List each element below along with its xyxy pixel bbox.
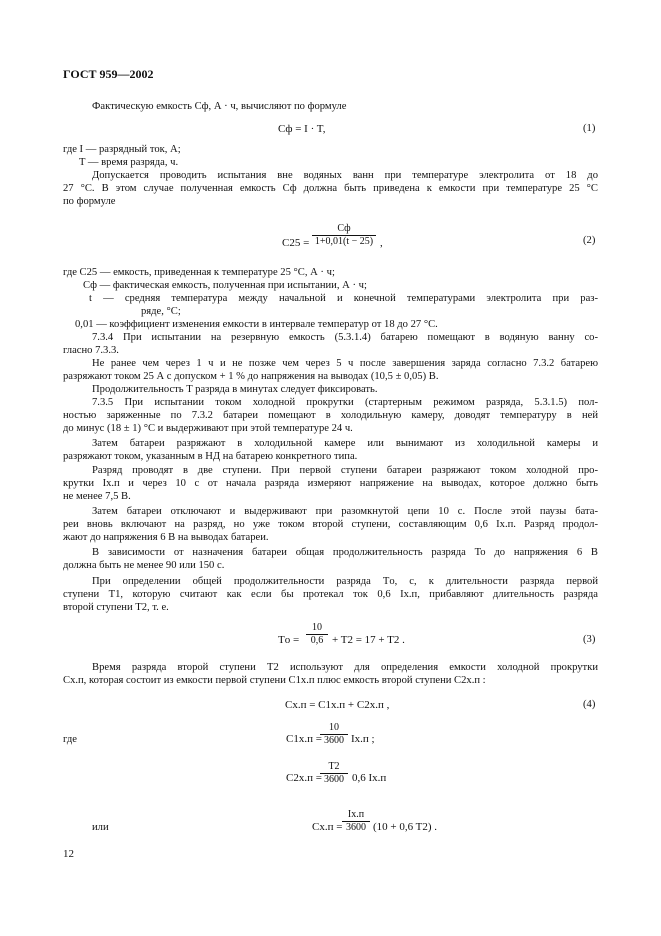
formula-number: (4) — [583, 699, 596, 710]
paragraph: 7.3.5 При испытании током холодной прокрутки (стартерным режимом разряда, 5.3.1.5) пол- — [92, 397, 598, 408]
formula-2-fraction — [312, 223, 376, 248]
formula-3-left: Tо = — [278, 634, 300, 646]
paragraph: Затем батареи разряжают в холодильной камере или вынимают из холодильной камеры и — [92, 438, 598, 449]
paragraph: В зависимости от назначения батареи общая продолжительность разряда To до напряжения 6 В — [92, 547, 598, 558]
formula-6-tail: 0,6 Iх.п — [352, 772, 387, 784]
standard-header: ГОСТ 959—2002 — [63, 67, 154, 81]
formula-number: (2) — [583, 235, 596, 246]
formula-number: (3) — [583, 634, 596, 645]
paragraph: 27 °С. В этом случае полученная емкость Cф должна быть приведена к емкости при температуре 25 °С — [63, 183, 598, 194]
paragraph: ряде, °С; — [141, 306, 181, 317]
paragraph: Не ранее чем через 1 ч и не позже чем через 5 ч после завершения заряда согласно 7.3.2 батарею — [92, 358, 598, 369]
fraction-denominator: 0,6 — [306, 634, 328, 647]
fraction-numerator: 10 — [329, 722, 339, 733]
formula-7-left: Cх.п = — [312, 821, 343, 833]
formula-3-tail: + T2 = 17 + T2 . — [332, 634, 405, 646]
formula-5-tail: Iх.п ; — [351, 733, 375, 745]
paragraph: Продолжительность T разряда в минутах следует фиксировать. — [92, 384, 378, 395]
fraction-denominator: 3600 — [320, 773, 348, 786]
paragraph: Cф — фактическая емкость, полученная при испытании, А · ч; — [83, 280, 367, 291]
formula-5-fraction — [320, 722, 348, 747]
paragraph: Затем батареи отключают и выдерживают при разомкнутой цепи 10 с. После этой паузы бата- — [92, 506, 598, 517]
fraction-denominator: 3600 — [342, 821, 370, 834]
formula-number: (1) — [583, 123, 596, 134]
formula-3-fraction — [306, 622, 328, 647]
paragraph: должна быть не менее 90 или 150 с. — [63, 560, 225, 571]
paragraph: Cх.п, которая состоит из емкости первой ступени C1х.п плюс емкость второй ступени C2х.п : — [63, 675, 486, 686]
formula-2-tail: , — [380, 237, 383, 249]
paragraph: или — [92, 822, 109, 833]
paragraph: где — [63, 734, 77, 745]
fraction-numerator: Iх.п — [347, 809, 365, 820]
paragraph: разряжают током 25 А с допуском + 1 % до напряжения на выводах (10,5 ± 0,05) В. — [63, 371, 439, 382]
paragraph: где C25 — емкость, приведенная к температуре 25 °С, А · ч; — [63, 267, 335, 278]
fraction-denominator: 1+0,01(t − 25) — [312, 235, 376, 248]
page-number: 12 — [63, 848, 74, 860]
paragraph: жают до напряжения 6 В на выводах батареи. — [63, 532, 269, 543]
paragraph: Фактическую емкость Cф, А · ч, вычисляют по формуле — [92, 101, 347, 112]
paragraph: реи вновь включают на разряд, но уже током второй ступени, составляющим 0,6 Iх.п. Разряд продол- — [63, 519, 598, 530]
paragraph: 0,01 — коэффициент изменения емкости в интервале температур от 18 до 27 °С. — [75, 319, 438, 330]
paragraph: второй ступени T2, т. е. — [63, 602, 169, 613]
paragraph: t — средняя температура между начальной и конечной температурами электролита при раз- — [89, 293, 598, 304]
paragraph: 7.3.4 При испытании на резервную емкость (5.3.1.4) батарею помещают в водяную ванну со- — [92, 332, 598, 343]
formula-7-tail: (10 + 0,6 T2) . — [373, 821, 438, 833]
formula-7-fraction — [342, 809, 370, 834]
fraction-numerator: T2 — [328, 761, 340, 772]
paragraph: T — время разряда, ч. — [79, 157, 179, 168]
formula-4: Cх.п = C1х.п + C2х.п , — [285, 699, 390, 711]
fraction-numerator: 10 — [312, 622, 322, 633]
paragraph: гласно 7.3.3. — [63, 345, 119, 356]
fraction-denominator: 3600 — [320, 734, 348, 747]
formula-6-left: C2х.п = — [286, 772, 322, 784]
paragraph: до минус (18 ± 1) °С и выдерживают при этой температуре 24 ч. — [63, 423, 353, 434]
formula-1: Cф = I · T, — [278, 123, 326, 135]
paragraph: При определении общей продолжительности разряда Tо, с, к длительности разряда первой — [92, 576, 598, 587]
fraction-numerator: Cф — [337, 223, 351, 234]
paragraph: ностью заряженные по 7.3.2 батареи помещают в холодильную камеру, доводят температуру в ней — [63, 410, 598, 421]
paragraph: не менее 7,5 В. — [63, 491, 131, 502]
formula-6-fraction — [320, 761, 348, 786]
paragraph: по формуле — [63, 196, 116, 207]
paragraph: ступени T1, которую считают как если бы протекал ток 0,6 Iх.п, прибавляют длительность разряда — [63, 589, 598, 600]
formula-2-left: C25 = — [282, 237, 310, 249]
paragraph: Разряд проводят в две ступени. При первой ступени батареи разряжают током холодной про- — [92, 465, 598, 476]
paragraph: Время разряда второй ступени T2 используют для определения емкости холодной прокрутки — [92, 662, 598, 673]
formula-5-left: C1х.п = — [286, 733, 322, 745]
paragraph: где I — разрядный ток, А; — [63, 144, 181, 155]
paragraph: Допускается проводить испытания вне водяных ванн при температуре электролита от 18 до — [92, 170, 598, 181]
paragraph: крутки Iх.п и через 10 с от начала разряда измеряют напряжение на выводах, которое должно быть — [63, 478, 598, 489]
paragraph: разряжают током, указанным в НД на батарею конкретного типа. — [63, 451, 358, 462]
